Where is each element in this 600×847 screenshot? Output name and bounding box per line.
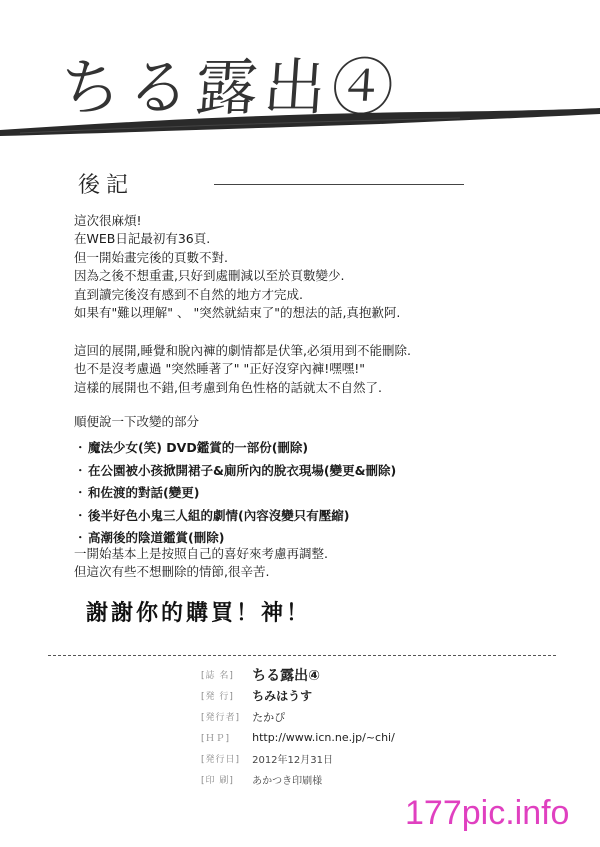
changes-list — [74, 437, 396, 550]
bullet: ・ — [74, 440, 87, 455]
colophon-label: [発 行] — [201, 692, 234, 702]
colophon-value: 2012年12月31日 — [252, 755, 333, 766]
paragraph-3 — [74, 545, 328, 582]
colophon-row-printer — [201, 769, 395, 790]
text-line: 因為之後不想重畫,只好到處刪減以至於頁數變少. — [74, 268, 345, 284]
paragraph-1 — [74, 212, 400, 322]
text-line: 但一開始畫完後的頁數不對. — [74, 249, 228, 265]
colophon-label: [印 刷] — [201, 776, 234, 786]
text-line: 在WEB日記最初有36頁. — [74, 231, 211, 247]
colophon-row-title — [201, 664, 395, 685]
book-title: ちる露出④ — [57, 51, 403, 124]
colophon-value: たかぴ — [252, 710, 286, 724]
colophon-value: ちみはうす — [252, 689, 313, 703]
list-item: ・高潮後的陰道鑑賞(刪除) — [74, 527, 396, 550]
text-line: 這次很麻煩! — [74, 213, 142, 228]
colophon-row-publisher — [201, 685, 395, 706]
colophon-divider — [48, 655, 556, 656]
changes-intro: 順便說一下改變的部分 — [74, 414, 200, 429]
text-line: 這回的展開,睡覺和脫內褲的劇情都是伏筆,必須用到不能刪除. — [74, 343, 411, 358]
colophon-label: [誌 名] — [201, 671, 234, 681]
colophon-value: あかつき印刷様 — [252, 776, 323, 787]
paragraph-2 — [74, 342, 411, 397]
colophon-label: [発行日] — [201, 755, 241, 765]
bullet: ・ — [74, 507, 87, 523]
text-line: 也不是沒考慮過 "突然睡著了" "正好沒穿內褲!嘿嘿!" — [74, 361, 365, 377]
bullet: ・ — [74, 530, 87, 546]
text-line: 一開始基本上是按照自己的喜好來考慮再調整. — [74, 546, 328, 561]
colophon-row-date — [201, 748, 395, 769]
list-item: ・魔法少女(笑) DVD鑑賞的一部份(刪除) — [74, 437, 396, 460]
colophon-row-author — [201, 706, 395, 727]
colophon-row-homepage — [201, 727, 395, 748]
bullet: ・ — [74, 485, 87, 501]
site-watermark: 177pic.info — [405, 794, 570, 832]
colophon-value: ちる露出④ — [252, 667, 320, 684]
list-item: ・和佐渡的對話(變更) — [74, 482, 396, 505]
text-line: 但這次有些不想刪除的情節,很辛苦. — [74, 564, 270, 580]
list-item: ・後半好色小鬼三人組的劇情(內容沒變只有壓縮) — [74, 505, 396, 528]
colophon-label: [発行者] — [201, 713, 241, 723]
text-line: 這樣的展開也不錯,但考慮到角色性格的話就太不自然了. — [74, 379, 382, 395]
colophon-label: [ＨＰ] — [201, 734, 231, 744]
text-line: 直到讀完後沒有感到不自然的地方才完成. — [74, 286, 303, 302]
homepage-link[interactable]: http://www.icn.ne.jp/~chi/ — [252, 731, 395, 744]
bullet: ・ — [74, 462, 87, 478]
list-item: ・在公園被小孩掀開裙子&廁所內的脫衣現場(變更&刪除) — [74, 460, 396, 483]
thanks-message: 謝謝你的購買！神！ — [86, 601, 312, 626]
heading-rule — [214, 184, 464, 185]
brush-stroke-divider — [0, 100, 600, 140]
afterword-heading: 後記 — [78, 173, 135, 198]
text-line: 如果有"難以理解" 、 "突然就結束了"的想法的話,真抱歉阿. — [74, 305, 401, 321]
colophon — [201, 664, 395, 790]
